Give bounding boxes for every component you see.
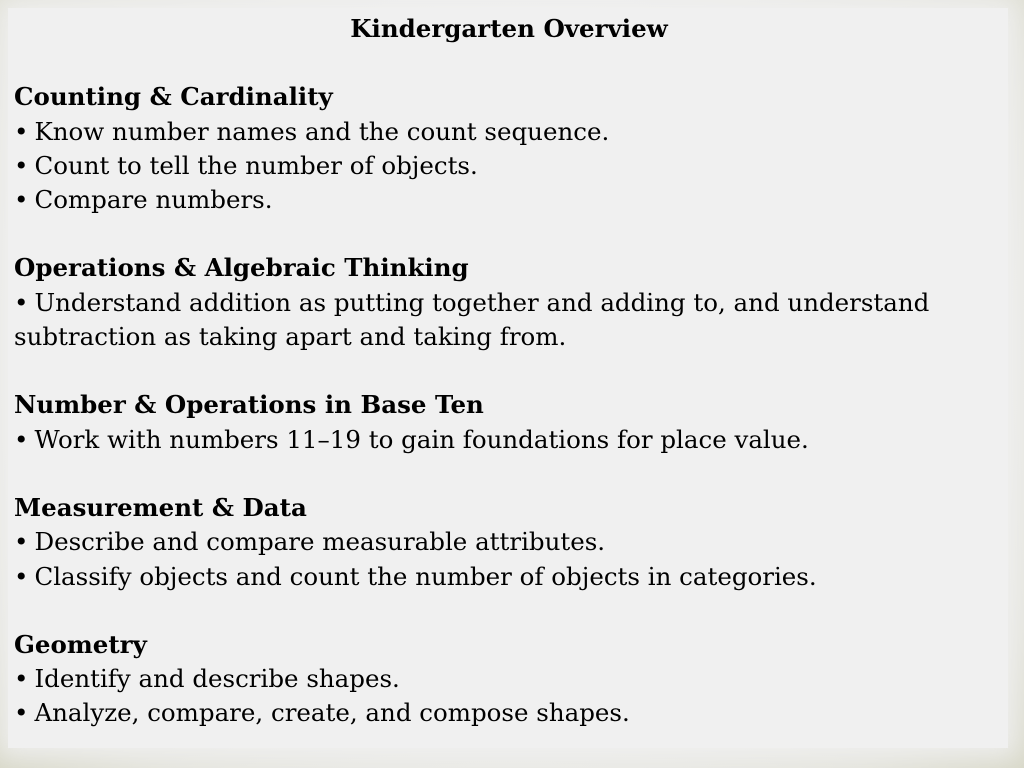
bullet-dot-icon: • bbox=[14, 561, 29, 591]
bullet-dot-icon: • bbox=[14, 287, 29, 317]
section-heading: Counting & Cardinality bbox=[14, 82, 333, 112]
section-heading: Geometry bbox=[14, 629, 147, 659]
section-counting-cardinality bbox=[14, 80, 1004, 217]
bullet-text: Identify and describe shapes. bbox=[34, 664, 400, 694]
bullet-item bbox=[14, 183, 1004, 217]
slide-title: Kindergarten Overview bbox=[350, 14, 668, 43]
bullet-dot-icon: • bbox=[14, 424, 29, 454]
bullet-item bbox=[14, 560, 1004, 594]
bullet-text: Analyze, compare, create, and compose shapes. bbox=[34, 698, 630, 728]
slide-content bbox=[14, 12, 1004, 765]
section-base-ten bbox=[14, 388, 1004, 457]
bullet-text: Understand addition as putting together and adding to, and understand subtraction as taking apart and taking from. bbox=[14, 287, 930, 352]
bullet-text: Describe and compare measurable attributes. bbox=[34, 527, 606, 557]
bullet-item bbox=[14, 149, 1004, 183]
bullet-dot-icon: • bbox=[14, 698, 29, 728]
bullet-text: Know number names and the count sequence. bbox=[34, 116, 610, 146]
section-heading: Operations & Algebraic Thinking bbox=[14, 253, 469, 283]
bullet-item bbox=[14, 662, 1004, 696]
bullet-dot-icon: • bbox=[14, 185, 29, 215]
section-measurement-data bbox=[14, 491, 1004, 594]
section-operations-algebraic bbox=[14, 251, 1004, 354]
bullet-text: Compare numbers. bbox=[34, 185, 273, 215]
bullet-dot-icon: • bbox=[14, 116, 29, 146]
bullet-item bbox=[14, 423, 1004, 457]
bullet-item bbox=[14, 115, 1004, 149]
bullet-text: Work with numbers 11–19 to gain foundations for place value. bbox=[34, 424, 809, 454]
section-heading: Measurement & Data bbox=[14, 492, 307, 522]
bullet-dot-icon: • bbox=[14, 527, 29, 557]
bullet-item bbox=[14, 525, 1004, 559]
section-heading: Number & Operations in Base Ten bbox=[14, 390, 484, 420]
bullet-dot-icon: • bbox=[14, 664, 29, 694]
bullet-item bbox=[14, 286, 1004, 355]
bullet-text: Classify objects and count the number of objects in categories. bbox=[34, 561, 817, 591]
section-geometry bbox=[14, 628, 1004, 731]
bullet-dot-icon: • bbox=[14, 150, 29, 180]
bullet-item bbox=[14, 696, 1004, 730]
bullet-text: Count to tell the number of objects. bbox=[34, 150, 478, 180]
